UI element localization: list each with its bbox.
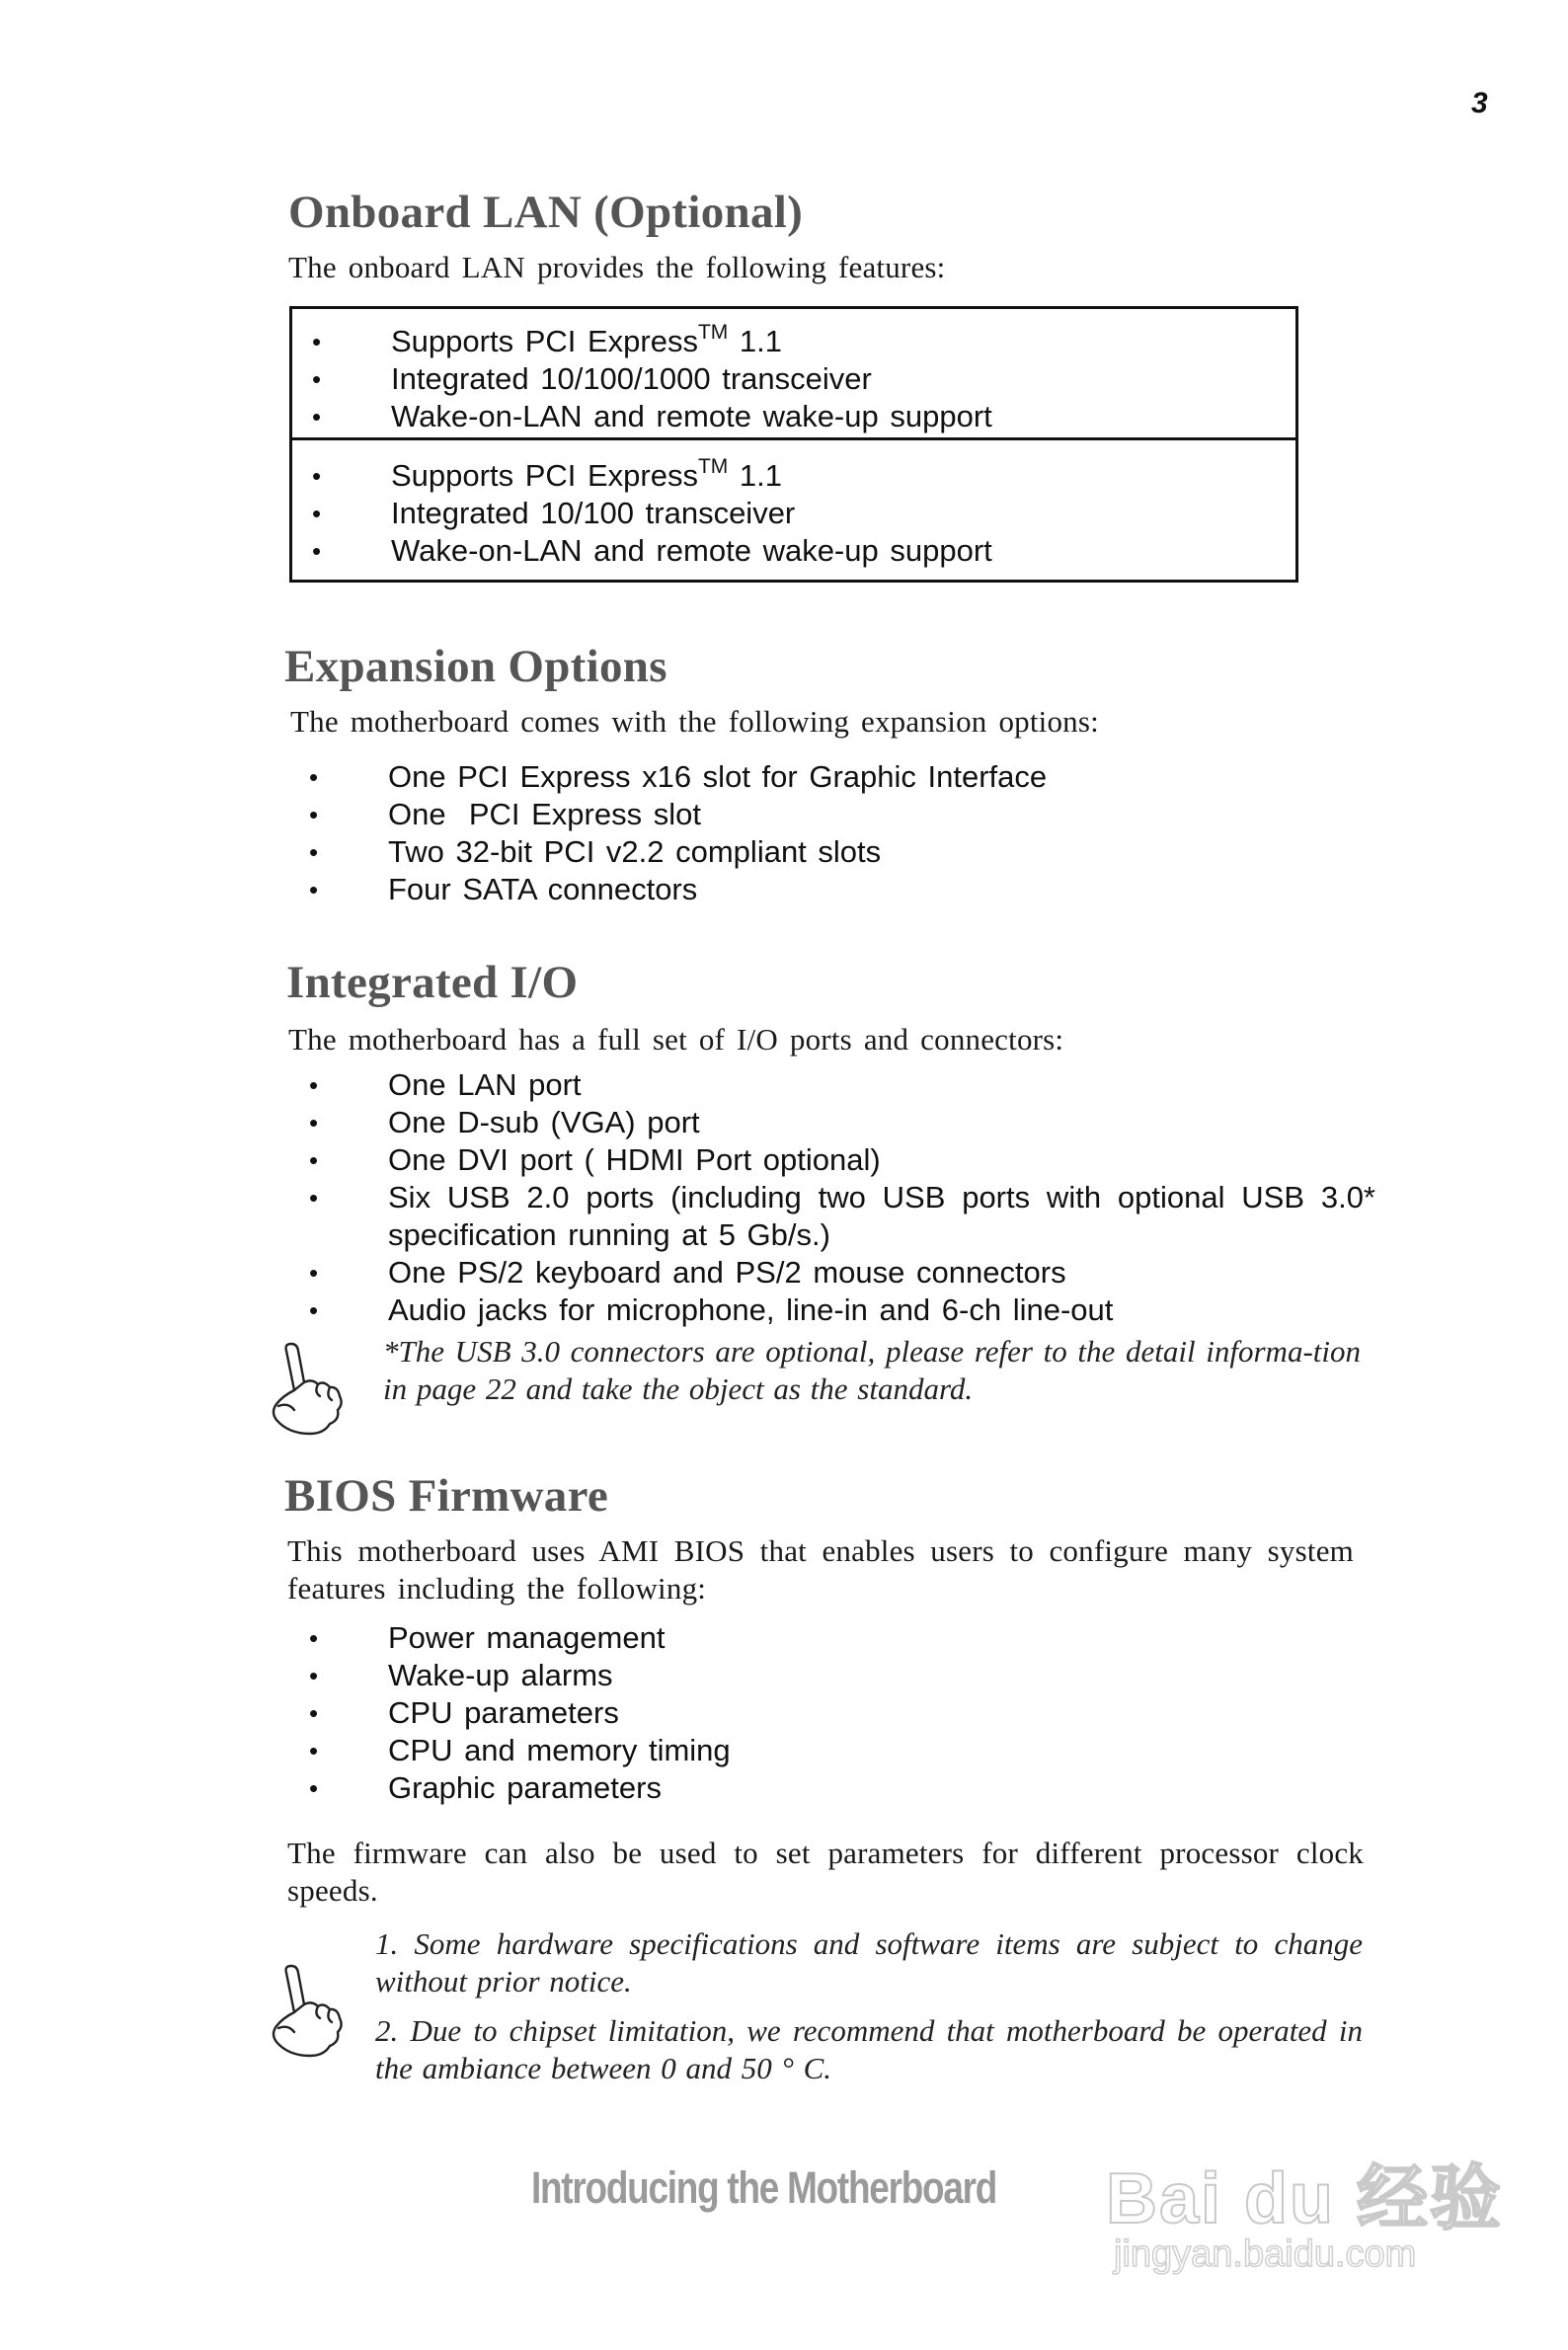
lan-heading: Onboard LAN (Optional): [288, 187, 804, 238]
pointing-hand-icon: [265, 1341, 348, 1440]
chapter-title: Introducing the Motherboard: [531, 2162, 997, 2213]
expansion-intro: The motherboard comes with the following expansion options:: [290, 704, 1099, 739]
list-item: • Wake-on-LAN and remote wake-up support: [312, 399, 992, 433]
list-item: • Wake-on-LAN and remote wake-up support: [312, 533, 992, 568]
list-item: • Supports PCI Express™ 1.1: [312, 455, 783, 493]
lan-options-box: [289, 306, 1298, 583]
expansion-list: [289, 758, 1047, 908]
bios-heading: BIOS Firmware: [284, 1470, 609, 1522]
list-item: • Power management: [309, 1620, 666, 1655]
io-list: [289, 1066, 1375, 1329]
lan-option-a-list: [292, 323, 992, 435]
list-item: • Integrated 10/100 transceiver: [312, 496, 796, 530]
io-intro: The motherboard has a full set of I/O ports and connectors:: [288, 1022, 1064, 1057]
list-item: • Graphic parameters: [309, 1770, 662, 1805]
bios-outro: The firmware can also be used to set parameters for different processor clock speeds.: [287, 1836, 1364, 1908]
list-item: • CPU and memory timing: [309, 1733, 731, 1767]
usb-note: *The USB 3.0 connectors are optional, please refer to the detail informa-tion in page 22 and take the object as the standard.: [383, 1334, 1361, 1406]
list-item: • Supports PCI Express™ 1.1: [312, 321, 783, 358]
watermark-url: jingyan.baidu.com: [1114, 2233, 1417, 2275]
list-item: • One LAN port: [309, 1067, 582, 1102]
list-item: • Audio jacks for microphone, line-in and 6-ch line-out: [309, 1292, 1114, 1327]
page-number: 3: [1471, 87, 1488, 119]
lan-box-divider: [292, 437, 1295, 440]
list-item: • One D-sub (VGA) port: [309, 1105, 700, 1139]
lan-option-b-list: [292, 457, 992, 570]
list-item: • One PS/2 keyboard and PS/2 mouse connectors: [309, 1255, 1066, 1290]
watermark-logo: Bai du 经验: [1106, 2159, 1504, 2238]
bios-note-2: 2. Due to chipset limitation, we recommend that motherboard be operated in the ambiance between 0 and 50 ° C.: [375, 2013, 1363, 2085]
bios-intro: This motherboard uses AMI BIOS that enables users to configure many system features including the following:: [287, 1533, 1354, 1606]
list-item: • Six USB 2.0 ports (including two USB ports with optional USB 3.0* specification running at 5 Gb/s.): [309, 1180, 1375, 1252]
list-item: • One PCI Express x16 slot for Graphic Interface: [309, 759, 1048, 794]
list-item: • Wake-up alarms: [309, 1658, 613, 1692]
expansion-heading: Expansion Options: [284, 641, 667, 692]
list-item: • Two 32-bit PCI v2.2 compliant slots: [309, 834, 882, 869]
list-item: • Four SATA connectors: [309, 872, 698, 906]
bios-list: [289, 1619, 731, 1807]
list-item: • One PCI Express slot: [309, 797, 701, 831]
lan-intro: The onboard LAN provides the following features:: [288, 250, 946, 284]
list-item: • CPU parameters: [309, 1695, 619, 1730]
bios-note-1: 1. Some hardware specifications and software items are subject to change without prior notice.: [375, 1926, 1363, 1998]
list-item: • Integrated 10/100/1000 transceiver: [312, 361, 872, 396]
io-heading: Integrated I/O: [286, 957, 579, 1008]
list-item: • One DVI port ( HDMI Port optional): [309, 1142, 881, 1177]
pointing-hand-icon: [265, 1963, 348, 2062]
